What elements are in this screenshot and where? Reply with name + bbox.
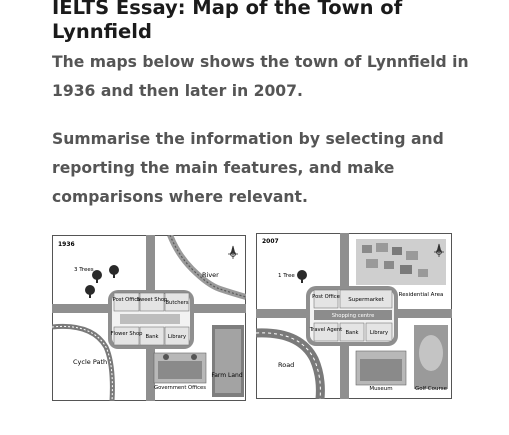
golf-course-label: Golf Course xyxy=(414,386,448,392)
map-1936 xyxy=(52,235,246,401)
year-label: 2007 xyxy=(262,238,279,245)
tree-label: 1 Tree xyxy=(278,273,295,279)
museum-label: Museum xyxy=(369,386,393,392)
post-office-label: Post Office xyxy=(312,294,340,300)
post-office-label: Post Office xyxy=(112,297,141,303)
cycle-path-label: Cycle Path xyxy=(73,358,108,366)
task-paragraph: Summarise the information by selecting and reporting the main features, and make comparisons where relevant. xyxy=(52,130,444,206)
road-label: Road xyxy=(278,361,295,369)
residential-area xyxy=(356,239,446,285)
river-label: River xyxy=(202,271,219,279)
library-label: Library xyxy=(167,334,187,340)
bank-label: Bank xyxy=(145,334,159,340)
residential-area-label: Residential Area xyxy=(398,292,444,298)
shopping-centre-label: Shopping centre xyxy=(331,313,375,319)
page-title: IELTS Essay: Map of the Town of Lynnfield xyxy=(52,0,403,43)
butchers-label: Butchers xyxy=(165,300,189,306)
trees-label: 3 Trees xyxy=(74,267,94,273)
library-label: Library xyxy=(369,330,389,336)
sweet-shop-label: Sweet Shop xyxy=(136,297,168,303)
travel-agent-label: Travel Agent xyxy=(309,327,343,333)
bank-label: Bank xyxy=(345,330,359,336)
year-label: 1936 xyxy=(58,241,75,248)
farm-land-label: Farm Land xyxy=(211,372,243,379)
intro-paragraph: The maps below shows the town of Lynnfield in 1936 and then later in 2007. xyxy=(52,53,469,100)
government-offices-label: Government Offices xyxy=(154,385,206,391)
supermarket-label: Supermarket xyxy=(348,297,384,303)
map-2007 xyxy=(256,233,452,399)
flower-shop-label: Flower Shop xyxy=(110,331,143,337)
